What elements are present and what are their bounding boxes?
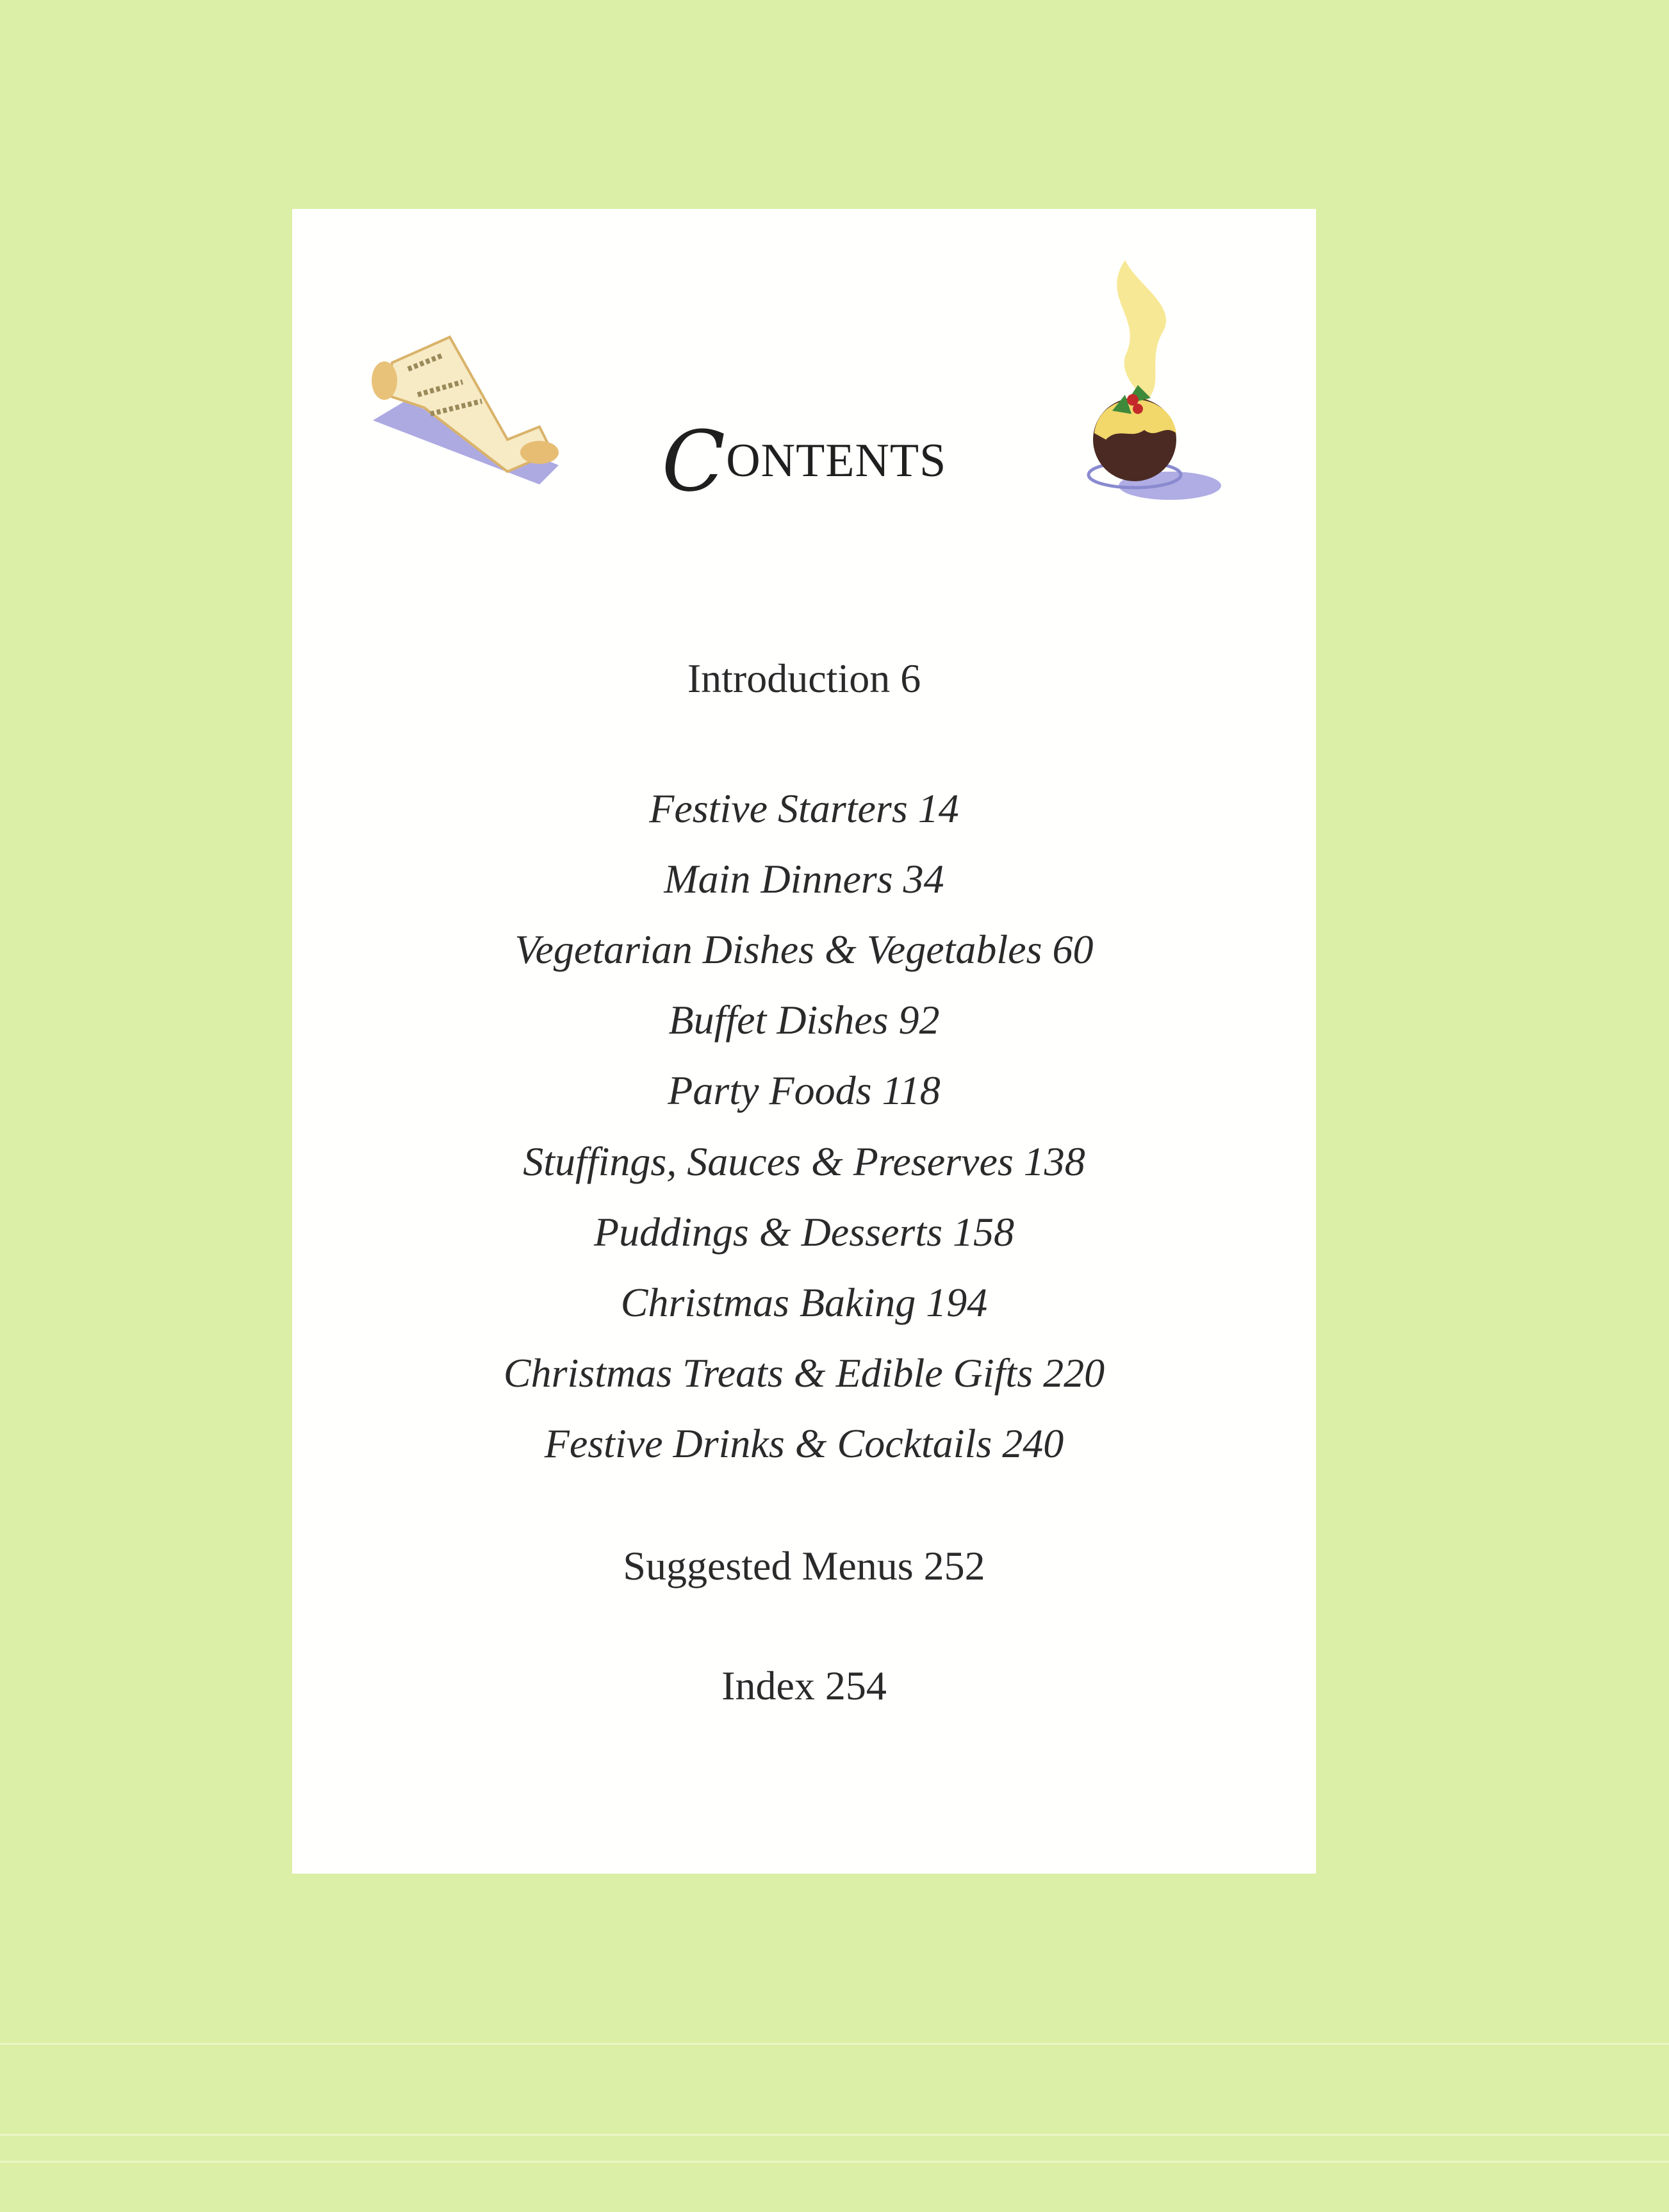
decorative-stripe bbox=[0, 2043, 1669, 2045]
title-initial: C bbox=[661, 413, 727, 510]
toc-chapter: Christmas Treats & Edible Gifts 220 bbox=[503, 1350, 1105, 1396]
toc-index: Index 254 bbox=[721, 1663, 887, 1708]
decorative-stripe bbox=[0, 2134, 1669, 2136]
toc-chapter: Festive Starters 14 bbox=[649, 786, 959, 831]
toc-chapter: Stuffings, Sauces & Preserves 138 bbox=[523, 1139, 1085, 1184]
decorative-stripe bbox=[0, 2161, 1669, 2163]
title-rest: ONTENTS bbox=[726, 434, 947, 487]
toc-chapter: Puddings & Desserts 158 bbox=[594, 1209, 1014, 1255]
toc-chapter: Christmas Baking 194 bbox=[620, 1280, 988, 1325]
toc-chapter: Buffet Dishes 92 bbox=[668, 997, 940, 1043]
contents-panel bbox=[292, 209, 1316, 1874]
toc-suggested-menus: Suggested Menus 252 bbox=[623, 1543, 985, 1589]
toc-introduction: Introduction 6 bbox=[687, 656, 921, 701]
toc-chapter: Vegetarian Dishes & Vegetables 60 bbox=[514, 927, 1094, 972]
toc-chapter: Main Dinners 34 bbox=[664, 856, 944, 902]
toc-chapter: Party Foods 118 bbox=[668, 1068, 941, 1113]
toc-chapter: Festive Drinks & Cocktails 240 bbox=[544, 1421, 1064, 1466]
christmas-pudding-icon bbox=[1074, 247, 1240, 516]
